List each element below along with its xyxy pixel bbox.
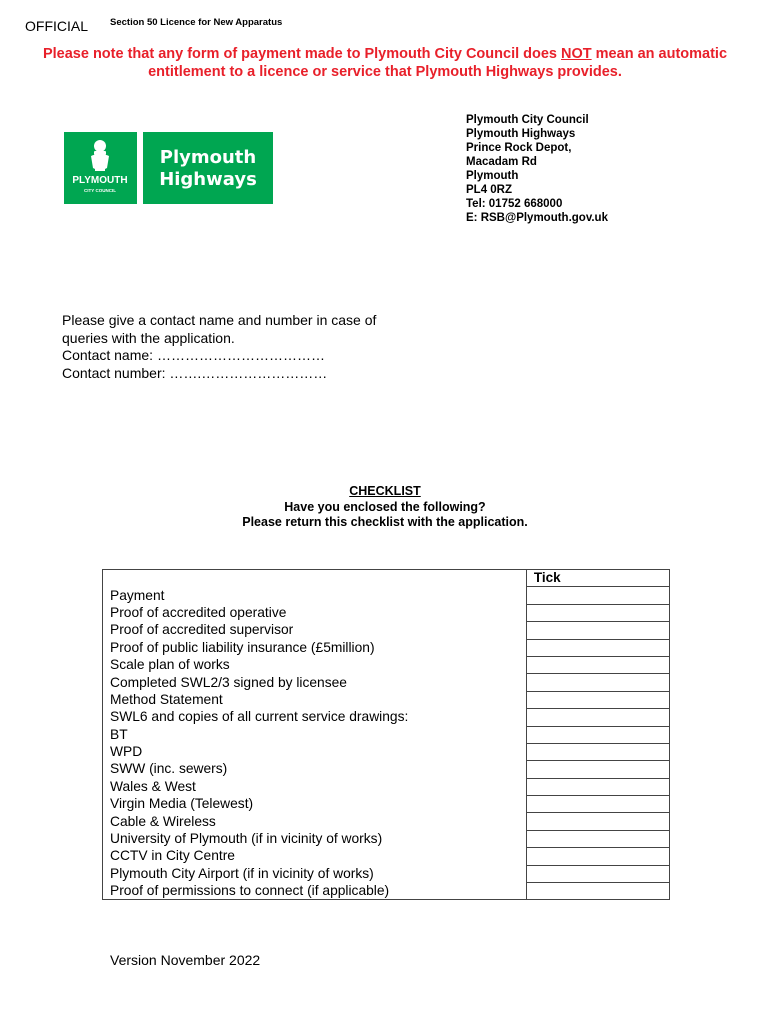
svg-text:Highways: Highways (159, 169, 257, 190)
checklist-item: Scale plan of works (103, 656, 527, 673)
checklist-item: Proof of public liability insurance (£5million) (103, 639, 527, 656)
table-row (103, 813, 670, 830)
logo-graphic (64, 132, 273, 204)
contact-number-field[interactable]: Contact number: …….……………………… (62, 364, 328, 381)
table-row (103, 848, 670, 865)
checklist-item: Cable & Wireless (103, 813, 527, 830)
tick-box[interactable] (526, 691, 669, 708)
address-line: Plymouth City Council (466, 114, 589, 126)
table-row (103, 604, 670, 621)
checklist-title: CHECKLIST (349, 484, 421, 498)
address-line: PL4 0RZ (466, 184, 513, 196)
checklist-item: Proof of accredited operative (103, 604, 527, 621)
plymouth-highways-logo (64, 132, 273, 204)
checklist-item: CCTV in City Centre (103, 848, 527, 865)
tick-box[interactable] (526, 604, 669, 621)
address-line: Macadam Rd (466, 156, 537, 168)
contact-section (62, 312, 376, 382)
tick-box[interactable] (526, 622, 669, 639)
contact-intro: Please give a contact name and number in case of (62, 312, 377, 328)
checklist-item: WPD (103, 743, 527, 760)
address-line: Tel: 01752 668000 (466, 198, 563, 210)
checklist-item: Virgin Media (Telewest) (103, 796, 527, 813)
checklist-item: BT (103, 726, 527, 743)
checklist-item: Proof of permissions to connect (if applicable) (103, 883, 527, 900)
table-row (103, 865, 670, 882)
tick-box[interactable] (526, 848, 669, 865)
contact-intro: queries with the application. (62, 329, 235, 346)
section-title: Section 50 Licence for New Apparatus (110, 17, 283, 28)
checklist-item: SWL6 and copies of all current service drawings: (103, 709, 527, 726)
table-row (103, 830, 670, 847)
checklist-item: Method Statement (103, 691, 527, 708)
checklist-item-header (103, 570, 527, 587)
tick-box[interactable] (526, 830, 669, 847)
address-line: Prince Rock Depot, (466, 142, 572, 154)
table-row (103, 726, 670, 743)
warning-text-part1: Please note that any form of payment made to Plymouth City Council does (42, 46, 562, 62)
table-row (103, 709, 670, 726)
address-line: E: RSB@Plymouth.gov.uk (466, 212, 608, 224)
checklist-table (102, 569, 670, 900)
checklist-heading (0, 484, 770, 531)
address-line: Plymouth Highways (466, 128, 576, 140)
checklist-item: University of Plymouth (if in vicinity of works) (103, 830, 527, 847)
checklist-item: Wales & West (103, 778, 527, 795)
tick-box[interactable] (526, 796, 669, 813)
checklist-item: SWW (inc. sewers) (103, 761, 527, 778)
checklist-item: Proof of accredited supervisor (103, 622, 527, 639)
tick-box[interactable] (526, 656, 669, 673)
table-row (103, 587, 670, 604)
tick-box[interactable] (526, 865, 669, 882)
checklist-subtitle: Have you enclosed the following? (284, 499, 486, 514)
svg-text:Plymouth: Plymouth (159, 147, 257, 168)
table-row (103, 743, 670, 760)
checklist-header-row (103, 570, 670, 587)
checklist-item: Completed SWL2/3 signed by licensee (103, 674, 527, 691)
tick-box[interactable] (526, 778, 669, 795)
checklist-item: Plymouth City Airport (if in vicinity of works) (103, 865, 527, 882)
svg-text:CITY COUNCIL: CITY COUNCIL (84, 188, 116, 193)
table-row (103, 796, 670, 813)
version-label: Version November 2022 (110, 952, 261, 968)
table-row (103, 778, 670, 795)
tick-column-header: Tick (526, 570, 669, 587)
tick-box[interactable] (526, 709, 669, 726)
warning-emphasis: NOT (561, 46, 592, 62)
address-line: Plymouth (466, 170, 519, 182)
table-row (103, 622, 670, 639)
warning-text-part2: mean an automatic entitlement to a licence or service that Plymouth Highways provides. (148, 46, 728, 80)
tick-box[interactable] (526, 726, 669, 743)
table-row (103, 656, 670, 673)
tick-box[interactable] (526, 674, 669, 691)
tick-box[interactable] (526, 743, 669, 760)
tick-box[interactable] (526, 639, 669, 656)
classification-label: OFFICIAL (25, 18, 89, 34)
address-block (466, 113, 608, 225)
payment-warning (40, 45, 730, 81)
table-row (103, 639, 670, 656)
table-row (103, 691, 670, 708)
svg-text:PLYMOUTH: PLYMOUTH (72, 175, 128, 186)
checklist-subtitle: Please return this checklist with the application. (242, 515, 528, 529)
tick-box[interactable] (526, 587, 669, 604)
table-row (103, 674, 670, 691)
tick-box[interactable] (526, 813, 669, 830)
contact-name-field[interactable]: Contact name: ……………………………… (62, 347, 325, 363)
tick-box[interactable] (526, 761, 669, 778)
table-row (103, 761, 670, 778)
checklist-item: Payment (103, 587, 527, 604)
tick-box[interactable] (526, 883, 669, 900)
table-row (103, 883, 670, 900)
